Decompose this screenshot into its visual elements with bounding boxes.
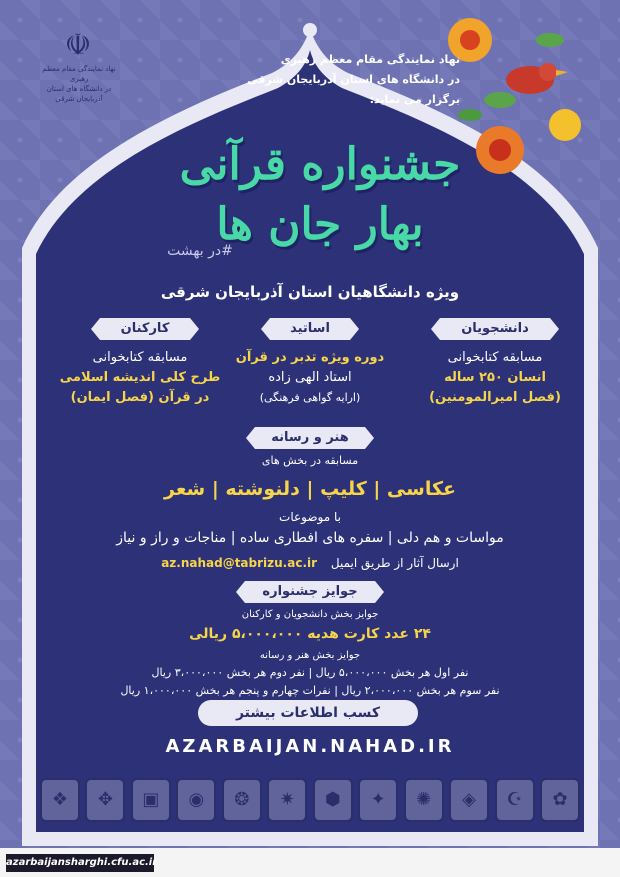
hashtag: #در بهشت [167, 243, 233, 259]
art-email[interactable]: az.nahad@tabrizu.ac.ir [161, 556, 318, 570]
art-topics-label: با موضوعات [279, 510, 341, 524]
logo-6: ⬢ [313, 778, 353, 822]
logo-7: ✷ [267, 778, 307, 822]
sponsor-logos [40, 770, 580, 830]
prizes-art-label: جوایز بخش هنر و رسانه [259, 650, 361, 661]
emblem-caption-line2: در دانشگاه های استان آذربایجان شرقی [46, 85, 112, 103]
professors-line3: (ارایه گواهی فرهنگی) [259, 391, 361, 404]
iran-emblem-icon: ☫ [64, 28, 92, 63]
art-send-text: ارسال آثار از طریق ایمیل [330, 556, 459, 570]
prizes-gift: ۲۴ عدد کارت هدیه ۵،۰۰۰،۰۰۰ ریالی [189, 626, 431, 642]
students-section [410, 348, 580, 408]
professors-line1: دوره ویژه تدبر در قرآن [235, 350, 385, 365]
festival-title-line1: جشنواره قرآنی [179, 139, 461, 190]
more-info-label: کسب اطلاعات بیشتر [198, 700, 418, 726]
footer-watermark: azarbaijansharghi.cfu.ac.ir [6, 854, 154, 872]
logo-8: ❂ [222, 778, 262, 822]
prizes-row2: نفر سوم هر بخش ۲،۰۰۰،۰۰۰ ریال | نفرات چهارم و پنجم هر بخش ۱،۰۰۰،۰۰۰ ریال [120, 684, 500, 697]
logo-11: ✥ [85, 778, 125, 822]
intro-line1: نهاد نمایندگی مقام معظم رهبری [280, 53, 460, 66]
students-line3: (فصل امیرالمومنین) [429, 390, 561, 405]
art-send-line [90, 556, 530, 570]
logo-9: ◉ [176, 778, 216, 822]
intro-line3: برگزار می نماید: [369, 93, 460, 106]
professors-label: اساتید [270, 318, 350, 340]
logo-5: ✦ [358, 778, 398, 822]
students-label: دانشجویان [440, 318, 550, 340]
prizes-row1: نفر اول هر بخش ۵،۰۰۰،۰۰۰ ریال | نفر دوم هر بخش ۳،۰۰۰،۰۰۰ ریال [151, 666, 469, 679]
emblem-caption-line1: نهاد نمایندگی مقام معظم رهبری [42, 65, 116, 83]
students-line1: مسابقه کتابخوانی [447, 350, 543, 365]
staff-label: کارکنان [100, 318, 190, 340]
professors-section [225, 348, 395, 408]
footer [0, 848, 620, 877]
intro-line2: در دانشگاه های استان آذربایجان شرقی [247, 73, 460, 86]
intro-text [140, 50, 460, 110]
logo-1: ✿ [540, 778, 580, 822]
logo-3: ◈ [449, 778, 489, 822]
staff-line3: در قرآن (فصل ایمان) [70, 390, 210, 405]
staff-line2: طرح کلی اندیشه اسلامی [59, 370, 221, 385]
art-categories: عکاسی | کلیپ | دلنوشته | شعر [164, 478, 456, 500]
art-intro: مسابقه در بخش های [261, 454, 359, 467]
logo-10: ▣ [131, 778, 171, 822]
emblem-caption [36, 64, 122, 104]
art-topics: مواسات و هم دلی | سفره های افطاری ساده | مناجات و راز و نیاز [116, 530, 504, 546]
logo-4: ✺ [404, 778, 444, 822]
logo-12: ❖ [40, 778, 80, 822]
staff-line1: مسابقه کتابخوانی [92, 350, 188, 365]
students-line2: انسان ۲۵۰ ساله [444, 370, 546, 385]
festival-title [110, 135, 530, 255]
prizes-label: جوایز جشنواره [245, 581, 375, 603]
staff-section [55, 348, 225, 408]
professors-line2: استاد الهی زاده [268, 370, 352, 385]
prizes-students-staff: جوایز بخش دانشجویان و کارکنان [241, 609, 379, 620]
subtitle: ویژه دانشگاهیان استان آذربایجان شرقی [160, 283, 460, 301]
festival-title-line2: بهار جان ها [216, 199, 424, 250]
website-link[interactable]: AZARBAIJAN.NAHAD.IR [165, 736, 455, 757]
logo-2: ☪ [495, 778, 535, 822]
art-label: هنر و رسانه [255, 427, 365, 449]
